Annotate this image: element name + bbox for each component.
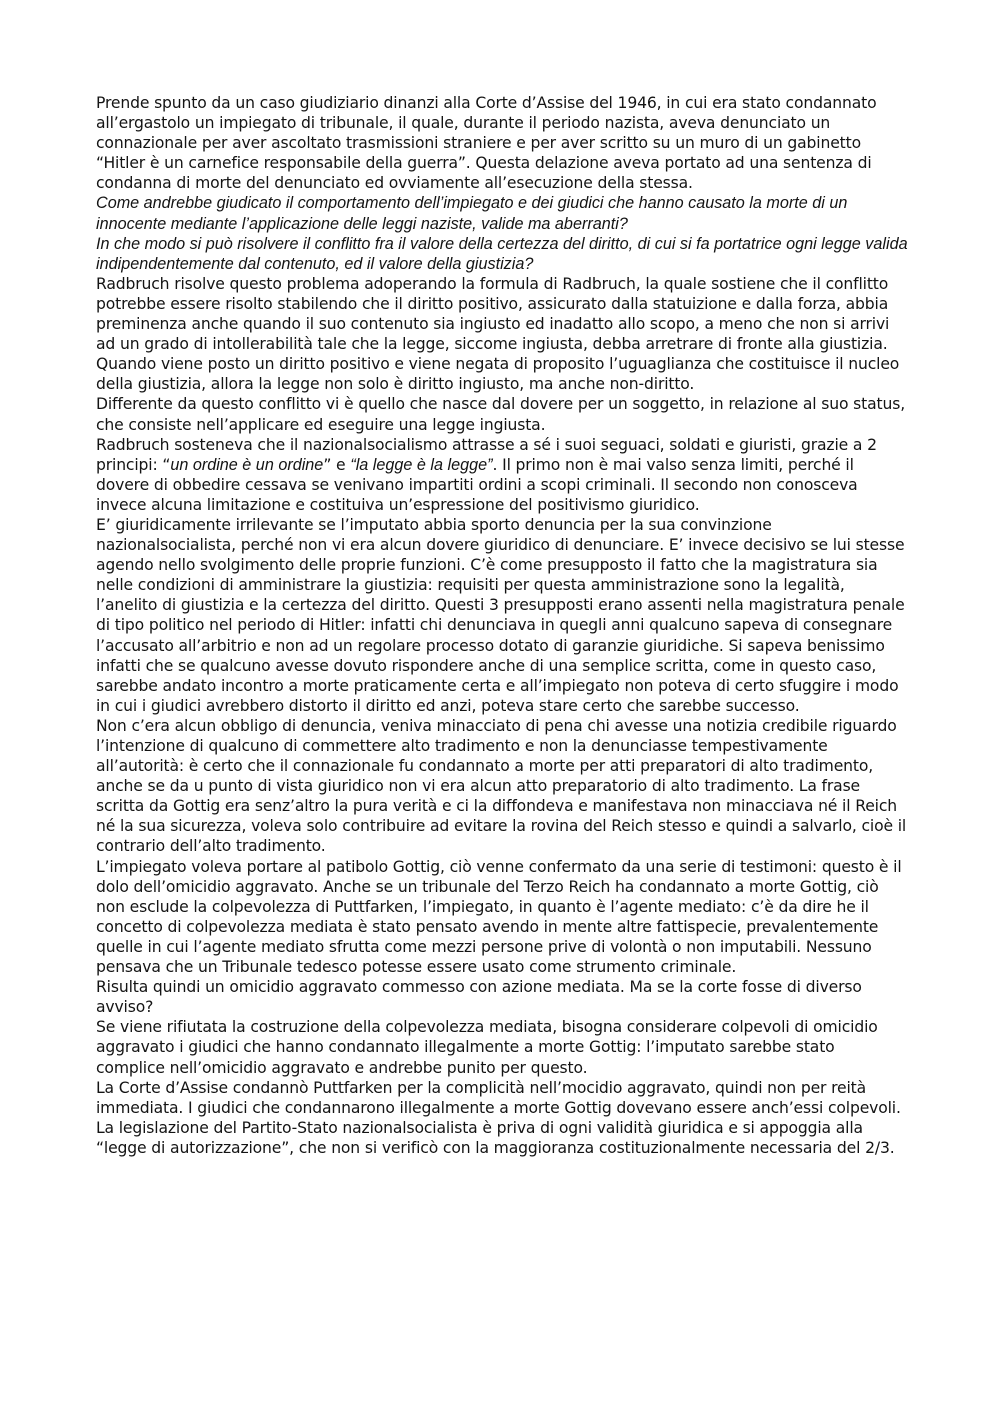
paragraph-non-diritto: Quando viene posto un diritto positivo e viene negata di proposito l’uguaglianza che costituisce il nucleo della giustizia, allora la legge non solo è diritto ingiusto, ma anche non-diritto. xyxy=(96,355,900,394)
question-judgment: Come andrebbe giudicato il comportamento dell’impiegato e dei giudici che hanno causato la morte di un innocente mediante l’applicazione delle leggi naziste, valide ma aberranti? xyxy=(96,194,848,233)
question-conflict: In che modo si può risolvere il conflitto fra il valore della certezza del diritto, di cui si fa portatrice ogni legge valida indipendentemente dal contenuto, ed il valore della giustizia? xyxy=(96,234,908,273)
paragraph-case-intro: Prende spunto da un caso giudiziario dinanzi alla Corte d’Assise del 1946, in cui era stato condannato all’ergastolo un impiegato di tribunale, il quale, durante il periodo nazista, aveva denunciato un connazionale per aver ascoltato trasmissioni straniere e per aver scritto su un muro di un gabinetto “Hitler è un carnefice responsabile della guerra”. Questa delazione aveva portato ad una sentenza di condanna di morte del denunciato ed ovviamente all’esecuzione della stessa. xyxy=(96,94,877,193)
paragraph-duty-conflict: Differente da questo conflitto vi è quello che nasce dal dovere per un soggetto, in relazione al suo status, che consiste nell’applicare ed eseguire una legge ingiusta. xyxy=(96,395,906,434)
paragraph-principles xyxy=(96,435,908,515)
paragraph-irrelevance: E’ giuridicamente irrilevante se l’imputato abbia sporto denuncia per la sua convinzione nazionalsocialista, perché non vi era alcun dovere giuridico di denunciare. E’ invece decisivo se lui stesse agendo nello svolgimento delle proprie funzioni. C’è come presupposto il fatto che la magistratura sia nelle condizioni di amministrare la giustizia: requisiti per questa amministrazione sono la legalità, l’anelito di giustizia e la certezza del diritto. Questi 3 presupposti erano assenti nella magistratura penale di tipo politico nel periodo di Hitler: infatti chi denunciava in quegli anni qualcuno sapeva di consegnare l’accusato all’arbitrio e non ad un regolare processo dotato di garanzie giuridiche. Si sapeva benissimo infatti che se qualcuno avesse dovuto rispondere anche di una semplice scritta, come in questo caso, sarebbe andato incontro a morte praticamente certa e all’impiegato non poteva di certo sfuggire i modo in cui i giudici avrebbero distorto il diritto ed anzi, poteva stare certo che sarebbe successo. xyxy=(96,515,905,715)
principles-text-2: ” e xyxy=(323,455,351,474)
principles-quote-order: un ordine è un ordine xyxy=(170,455,324,474)
paragraph-court-verdict: La Corte d’Assise condannò Puttfarken per la complicità nell’mocidio aggravato, quindi non per reità immediata. I giudici che condannarono illegalmente a morte Gottig dovevano essere anch’essi colpevoli. xyxy=(96,1078,901,1117)
paragraph-no-obligation: Non c’era alcun obbligo di denuncia, veniva minacciato di pena chi avesse una notizia credibile riguardo l’intenzione di qualcuno di commettere alto tradimento e non la denunciasse tempestivamente all’autorità: è certo che il connazionale fu condannato a morte per atti preparatori di alto tradimento, anche se da u punto di vista giuridico non vi era alcun atto preparatorio di alto tradimento. La frase scritta da Gottig era senz’altro la pura verità e ci la diffondeva e manifestava non minacciava né il Reich né la sua sicurezza, voleva solo contribuire ad evitare la rovina del Reich stesso e quindi a salvarlo, cioè il contrario dell’alto tradimento. xyxy=(96,716,907,856)
principles-quote-law: “la legge è la legge” xyxy=(350,455,493,474)
paragraph-mediated-guilt: L’impiegato voleva portare al patibolo Gottig, ciò venne confermato da una serie di testimoni: questo è il dolo dell’omicidio aggravato. Anche se un tribunale del Terzo Reich ha condannato a morte Gottig, ciò non esclude la colpevolezza di Puttfarken, l’impiegato, in quanto è l’agente mediato: c’è da dire he il concetto di colpevolezza mediata è stato pensato avendo in mente altre fattispecie, prevalentemente quelle in cui l’agente mediato sfrutta come mezzi persone prive di volontà o non imputabili. Nessuno pensava che un Tribunale tedesco potesse essere usato come strumento criminale. xyxy=(96,857,902,977)
principles-text-3: . Il primo non è mai valso senza limiti, perché il dovere di obbedire cessava se venivano impartiti ordini a scopi criminali. Il secondo non conosceva invece alcuna limitazione e costituiva un’espressione del positivismo giuridico. xyxy=(96,455,858,514)
paragraph-radbruch-formula: Radbruch risolve questo problema adoperando la formula di Radbruch, la quale sostiene che il conflitto potrebbe essere risolto stabilendo che il diritto positivo, assicurato dalla statuizione e dalla forza, abbia preminenza anche quando il suo contenuto sia ingiusto ed inadatto allo scopo, a meno che non si arrivi ad un grado di intollerabilità tale che la legge, siccome ingiusta, debba arretrare di fronte alla giustizia. xyxy=(96,274,890,354)
paragraph-legislation: La legislazione del Partito-Stato nazionalsocialista è priva di ogni validità giuridica e si appoggia alla “legge di autorizzazione”, che non si verificò con la maggioranza costituzionalmente necessaria del 2/3. xyxy=(96,1118,895,1157)
document-page xyxy=(96,93,908,1158)
paragraph-aggravated-murder: Risulta quindi un omicidio aggravato commesso con azione mediata. Ma se la corte fosse di diverso avviso? xyxy=(96,978,862,1017)
principles-text-1: Radbruch sosteneva che il nazionalsocialismo attrasse a sé i suoi seguaci, soldati e giuristi, grazie a 2 principi: “ xyxy=(96,435,877,474)
paragraph-complicity: Se viene rifiutata la costruzione della colpevolezza mediata, bisogna considerare colpevoli di omicidio aggravato i giudici che hanno condannato illegalmente a morte Gottig: l’imputato sarebbe stato complice nell’omicidio aggravato e andrebbe punito per questo. xyxy=(96,1018,878,1077)
